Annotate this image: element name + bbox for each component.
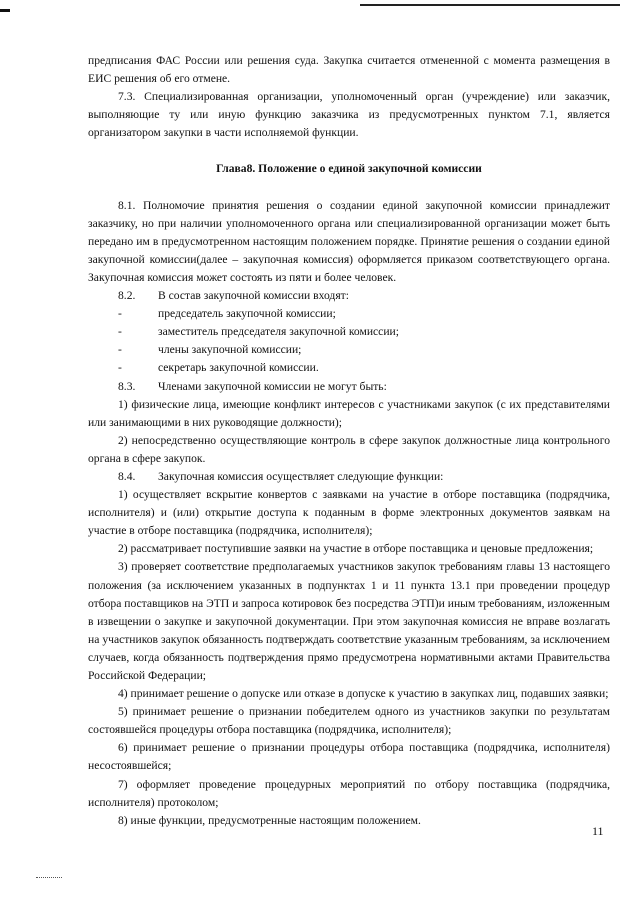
paragraph-8-4 <box>88 468 610 486</box>
list-item: - заместитель председателя закупочной комиссии; <box>118 325 399 339</box>
section-text: В состав закупочной комиссии входят: <box>158 289 349 303</box>
list-item: 2) непосредственно осуществляющие контроль в сфере закупок должностные лица контрольного органа в сфере закупок. <box>88 433 610 465</box>
section-number: 8.4. <box>118 469 136 483</box>
scan-margin-mark <box>0 9 10 12</box>
paragraph-continuation: предписания ФАС России или решения суда. Закупка считается отмененной с момента размещения в ЕИС решения об его отмене. <box>88 54 610 86</box>
list-item: 3) проверяет соответствие предполагаемых участников закупок требованиям главы 13 настоящего положения (за исключением указанных в подпунктах 1 и 11 пункта 13.1 при проведении процедур отбора поставщиков на ЭТП и запроса котировок без посредства ЭТП)и иным требованиям, изложенным в извещении о закупке и закупочной документации. При этом закупочная комиссия не вправе возлагать на участников закупок обязанность подтверждать соответствие указанным требованиям, за исключением случаев, когда обязанность подтверждения прямо предусмотрена нормативными актами Правительства Российской Федерации; <box>88 560 611 682</box>
paragraph-7-3: 7.3. Специализированная организации, уполномоченный орган (учреждение) или заказчик, выполняющие ту или иную функцию заказчика из предусмотренных пунктом 7.1, является организатором закупки в части исполняемой функции. <box>88 90 610 140</box>
scan-dots <box>36 877 62 879</box>
list-item: 6) принимает решение о признании процедуры отбора поставщика (подрядчика, исполнителя) несостоявшейся; <box>88 741 610 773</box>
list-item: 5) принимает решение о признании победителем одного из участников закупки по результатам состоявшейся процедуры отбора поставщика (подрядчика, исполнителя); <box>88 705 610 737</box>
list-item: 8) иные функции, предусмотренные настоящим положением. <box>118 813 421 827</box>
paragraph-8-2 <box>88 287 610 305</box>
list-item: 2) рассматривает поступившие заявки на участие в отборе поставщика и ценовые предложения; <box>118 542 594 556</box>
document-page <box>88 52 610 830</box>
list-item: 4) принимает решение о допуске или отказе в допуске к участию в закупках лиц, подавших заявки; <box>118 687 609 701</box>
paragraph-8-1: 8.1. Полномочие принятия решения о создании единой закупочной комиссии принадлежит заказчику, но при наличии уполномоченного органа или специализированной организации может быть передано им в предусмотренном настоящим положением порядке. Принятие решения о создании единой закупочной комиссии(далее – закупочная комиссия) оформляется приказом соответствующего органа. Закупочная комиссия может состоять из пяти и более человек. <box>88 198 610 284</box>
list-item: 1) осуществляет вскрытие конвертов с заявками на участие в отборе поставщика (подрядчика, исполнителя) и (или) открытие доступа к поданным в форме электронных документов заявкам на участие в отборе поставщика (подрядчика, исполнителя); <box>88 488 610 538</box>
list-item: - члены закупочной комиссии; <box>118 343 302 357</box>
chapter-heading: Глава8. Положение о единой закупочной комиссии <box>216 162 482 176</box>
scan-edge-line <box>360 4 620 6</box>
section-number: 8.2. <box>118 289 136 303</box>
section-number: 8.3. <box>118 379 136 393</box>
section-text: Членами закупочной комиссии не могут быть: <box>158 379 387 393</box>
paragraph-8-3 <box>88 378 610 396</box>
list-item: 1) физические лица, имеющие конфликт интересов с участниками закупок (с их представителями или занимающими в них руководящие должности); <box>88 397 610 429</box>
list-item: - секретарь закупочной комиссии. <box>118 361 319 375</box>
list-item: 7) оформляет проведение процедурных мероприятий по отбору поставщика (подрядчика, исполнителя) протоколом; <box>88 777 610 809</box>
page-number: 11 <box>592 824 604 838</box>
section-text: Закупочная комиссия осуществляет следующие функции: <box>158 469 444 483</box>
list-item: - председатель закупочной комиссии; <box>118 307 336 321</box>
